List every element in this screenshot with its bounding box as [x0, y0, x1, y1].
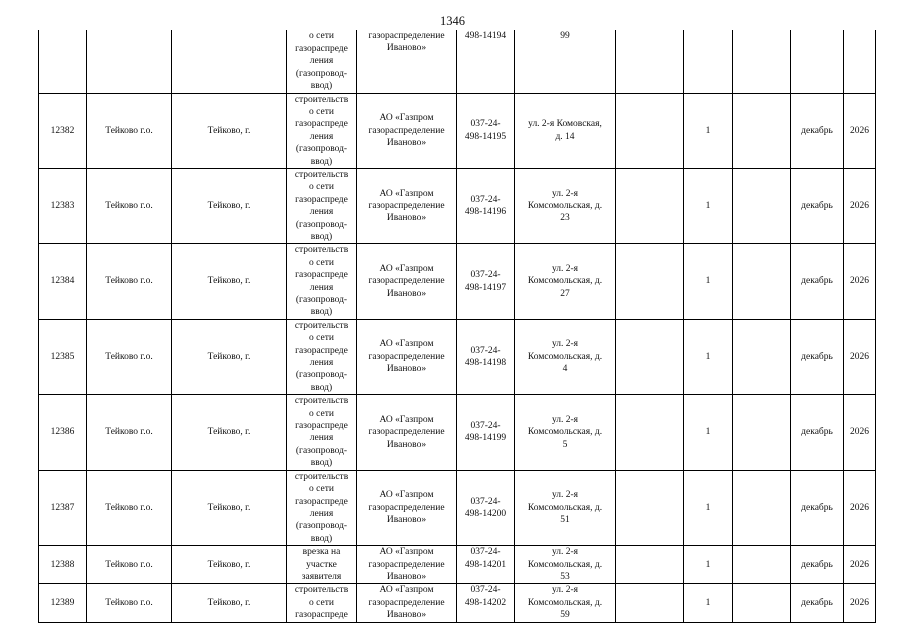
work-line: ввод) — [310, 307, 333, 318]
cell-address: ул. 2-я Комсомольская, д. 59 — [515, 584, 616, 622]
cell-district: Тейково г.о. — [87, 244, 172, 319]
cell-qty — [684, 30, 733, 93]
work-line: ввод) — [310, 156, 333, 167]
cell-code: 037-24- 498-14200 — [457, 470, 515, 545]
work-line: ввод) — [310, 458, 333, 469]
cell-work-type — [287, 244, 357, 319]
work-line: о сети — [309, 484, 334, 495]
work-line: ления — [309, 56, 334, 67]
work-line: строительств — [294, 396, 349, 407]
work-line: о сети — [309, 31, 334, 42]
cell-code: 037-24- 498-14195 — [457, 93, 515, 168]
work-line: врезка на — [302, 547, 341, 558]
gas-connection-table — [38, 30, 876, 623]
cell-year: 2026 — [844, 395, 876, 470]
cell-qty: 1 — [684, 319, 733, 394]
work-line: газораспреде — [295, 43, 348, 54]
cell-year — [844, 30, 876, 93]
cell-qty: 1 — [684, 546, 733, 584]
work-line: строительств — [294, 245, 349, 256]
cell-qty: 1 — [684, 470, 733, 545]
cell-organization: АО «Газпром газораспределение Иваново» — [357, 584, 457, 622]
cell-work-type — [287, 546, 357, 584]
cell-empty — [616, 584, 684, 622]
cell-organization: газораспределение Иваново» — [357, 30, 457, 93]
cell-address: ул. 2-я Комсомольская, д. 27 — [515, 244, 616, 319]
cell-num: 12387 — [39, 470, 87, 545]
table-row — [39, 319, 876, 394]
work-line: ления — [309, 508, 334, 519]
cell-district: Тейково г.о. — [87, 93, 172, 168]
cell-address: ул. 2-я Комсомольская, д. 51 — [515, 470, 616, 545]
cell-empty — [616, 319, 684, 394]
cell-district: Тейково г.о. — [87, 168, 172, 243]
cell-month: декабрь — [791, 470, 844, 545]
cell-organization: АО «Газпром газораспределение Иваново» — [357, 319, 457, 394]
cell-empty — [616, 93, 684, 168]
cell-empty — [733, 244, 791, 319]
page-number: 1346 — [440, 14, 465, 28]
work-line: (газопровод- — [295, 144, 348, 155]
cell-code: 498-14194 — [457, 30, 515, 93]
cell-num: 12388 — [39, 546, 87, 584]
cell-address: ул. 2-я Комсомольская, д. 5 — [515, 395, 616, 470]
work-line: ввод) — [310, 81, 333, 92]
cell-code: 037-24- 498-14199 — [457, 395, 515, 470]
cell-locality — [172, 30, 287, 93]
cell-num: 12383 — [39, 168, 87, 243]
work-line: ввод) — [310, 382, 333, 393]
cell-year: 2026 — [844, 546, 876, 584]
cell-code: 037-24- 498-14196 — [457, 168, 515, 243]
cell-year: 2026 — [844, 168, 876, 243]
cell-work-type — [287, 168, 357, 243]
work-line: о сети — [309, 597, 334, 608]
work-line: (газопровод- — [295, 445, 348, 456]
cell-num: 12384 — [39, 244, 87, 319]
cell-num: 12385 — [39, 319, 87, 394]
work-line: газораспреде — [295, 345, 348, 356]
cell-code: 037-24- 498-14202 — [457, 584, 515, 622]
table-row — [39, 546, 876, 584]
cell-locality: Тейково, г. — [172, 319, 287, 394]
work-line: о сети — [309, 182, 334, 193]
cell-organization: АО «Газпром газораспределение Иваново» — [357, 244, 457, 319]
work-line: участке — [306, 559, 337, 570]
work-line: (газопровод- — [295, 521, 348, 532]
cell-month: декабрь — [791, 584, 844, 622]
work-line: (газопровод- — [295, 295, 348, 305]
work-line: ления — [309, 358, 334, 369]
cell-address: ул. 2-я Комсомольская, д. 53 — [515, 546, 616, 584]
cell-organization: АО «Газпром газораспределение Иваново» — [357, 93, 457, 168]
cell-organization: АО «Газпром газораспределение Иваново» — [357, 470, 457, 545]
work-line: ввод) — [310, 533, 333, 544]
cell-district: Тейково г.о. — [87, 584, 172, 622]
table-row — [39, 470, 876, 545]
table-row — [39, 168, 876, 243]
work-line: ввод) — [310, 231, 333, 242]
cell-locality: Тейково, г. — [172, 168, 287, 243]
cell-address: 99 — [515, 30, 616, 93]
cell-work-type — [287, 319, 357, 394]
cell-district — [87, 30, 172, 93]
cell-year: 2026 — [844, 470, 876, 545]
cell-num: 12382 — [39, 93, 87, 168]
cell-empty — [733, 395, 791, 470]
cell-empty — [733, 546, 791, 584]
work-line: о сети — [309, 408, 334, 419]
work-line: ления — [309, 282, 334, 293]
work-line: газораспреде — [295, 421, 348, 432]
cell-empty — [616, 470, 684, 545]
cell-work-type — [287, 584, 357, 622]
work-line: газораспреде — [295, 610, 348, 621]
cell-locality: Тейково, г. — [172, 244, 287, 319]
cell-month: декабрь — [791, 319, 844, 394]
cell-qty: 1 — [684, 244, 733, 319]
cell-district: Тейково г.о. — [87, 546, 172, 584]
cell-empty — [733, 319, 791, 394]
cell-address: ул. 2-я Комсомольская, д. 4 — [515, 319, 616, 394]
cell-year: 2026 — [844, 244, 876, 319]
cell-code: 037-24- 498-14198 — [457, 319, 515, 394]
cell-district: Тейково г.о. — [87, 319, 172, 394]
work-line: (газопровод- — [295, 219, 348, 230]
cell-empty — [616, 168, 684, 243]
work-line: ления — [309, 433, 334, 444]
cell-empty — [733, 584, 791, 622]
cell-organization: АО «Газпром газораспределение Иваново» — [357, 546, 457, 584]
cell-empty — [616, 30, 684, 93]
table-row-continued — [39, 30, 876, 93]
cell-year: 2026 — [844, 93, 876, 168]
cell-work-type — [287, 93, 357, 168]
work-line: о сети — [309, 333, 334, 344]
cell-organization: АО «Газпром газораспределение Иваново» — [357, 168, 457, 243]
cell-empty — [616, 546, 684, 584]
work-line: ления — [309, 207, 334, 218]
cell-district: Тейково г.о. — [87, 470, 172, 545]
cell-month: декабрь — [791, 244, 844, 319]
cell-month: декабрь — [791, 546, 844, 584]
table-row — [39, 244, 876, 319]
cell-month: декабрь — [791, 395, 844, 470]
work-line: строительств — [294, 471, 349, 482]
cell-year: 2026 — [844, 584, 876, 622]
work-line: (газопровод- — [295, 68, 348, 79]
work-line: газораспреде — [295, 496, 348, 507]
work-line: строительств — [294, 320, 349, 331]
cell-month: декабрь — [791, 93, 844, 168]
cell-code: 037-24- 498-14197 — [457, 244, 515, 319]
work-line: строительств — [294, 585, 349, 596]
cell-empty — [733, 93, 791, 168]
work-line: строительств — [294, 169, 349, 180]
cell-qty: 1 — [684, 168, 733, 243]
table-row — [39, 93, 876, 168]
cell-year: 2026 — [844, 319, 876, 394]
work-line: заявителя — [301, 571, 342, 582]
cell-locality: Тейково, г. — [172, 546, 287, 584]
cell-organization: АО «Газпром газораспределение Иваново» — [357, 395, 457, 470]
work-line: газораспреде — [295, 119, 348, 130]
work-line: газораспреде — [295, 270, 348, 281]
cell-code: 037-24- 498-14201 — [457, 546, 515, 584]
cell-district: Тейково г.о. — [87, 395, 172, 470]
cell-work-type — [287, 470, 357, 545]
cell-locality: Тейково, г. — [172, 470, 287, 545]
cell-locality: Тейково, г. — [172, 93, 287, 168]
cell-empty — [616, 244, 684, 319]
cell-empty — [733, 168, 791, 243]
cell-empty — [616, 395, 684, 470]
cell-num: 12389 — [39, 584, 87, 622]
cell-address: ул. 2-я Комсомольская, д. 23 — [515, 168, 616, 243]
cell-month: декабрь — [791, 168, 844, 243]
cell-num — [39, 30, 87, 93]
cell-locality: Тейково, г. — [172, 395, 287, 470]
cell-work-type — [287, 30, 357, 93]
work-line: газораспреде — [295, 194, 348, 205]
cell-qty: 1 — [684, 584, 733, 622]
cell-qty: 1 — [684, 395, 733, 470]
cell-address: ул. 2-я Комовская, д. 14 — [515, 93, 616, 168]
work-line: о сети — [309, 257, 334, 268]
cell-num: 12386 — [39, 395, 87, 470]
table-row — [39, 584, 876, 622]
work-line: строительств — [294, 94, 349, 105]
cell-locality: Тейково, г. — [172, 584, 287, 622]
cell-qty: 1 — [684, 93, 733, 168]
work-line: ления — [309, 131, 334, 142]
work-line: (газопровод- — [295, 370, 348, 381]
table-row — [39, 395, 876, 470]
cell-month — [791, 30, 844, 93]
cell-empty — [733, 30, 791, 93]
table-body — [39, 30, 876, 622]
cell-empty — [733, 470, 791, 545]
work-line: о сети — [309, 106, 334, 117]
cell-work-type — [287, 395, 357, 470]
